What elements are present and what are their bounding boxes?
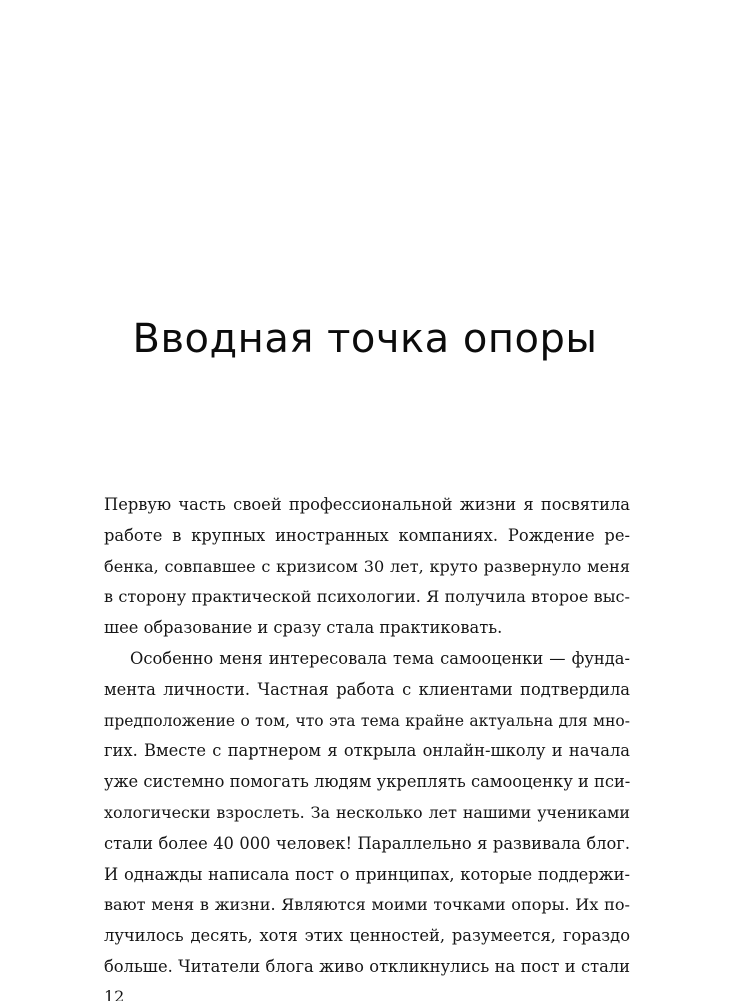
text-line: работе в крупных иностранных компаниях. Рождение ре- [104,525,630,545]
page-number: 12 [104,987,125,1001]
text-line: гих. Вместе с партнером я открыла онлайн-школу и начала [104,741,630,761]
text-line: вают меня в жизни. Являются моими точками опоры. Их по- [104,895,630,915]
body-text [104,490,630,983]
text-line: И однажды написала пост о принципах, которые поддержи- [104,864,630,884]
text-line: шее образование и сразу стала практиковать. [104,618,503,638]
text-line: предположение о том, что эта тема крайне актуальна для мно- [104,711,630,730]
text-line: мента личности. Частная работа с клиентами подтвердила [104,679,630,699]
text-line: Особенно меня интересовала тема самооценки — фунда- [130,648,630,668]
text-line: в сторону практической психологии. Я получила второе выс- [104,587,630,607]
chapter-title: Вводная точка опоры [132,316,598,362]
text-line: больше. Читатели блога живо откликнулись на пост и стали [104,956,630,976]
text-line: лучилось десять, хотя этих ценностей, разумеется, гораздо [104,926,630,946]
text-line: бенка, совпавшее с кризисом 30 лет, круто развернуло меня [104,556,630,576]
text-line: стали более 40 000 человек! Параллельно я развивала блог. [104,833,630,853]
text-line: хологически взрослеть. За несколько лет нашими учениками [104,802,630,822]
text-line: Первую часть своей профессиональной жизни я посвятила [104,495,630,514]
text-line: уже системно помогать людям укреплять самооценку и пси- [104,772,631,792]
